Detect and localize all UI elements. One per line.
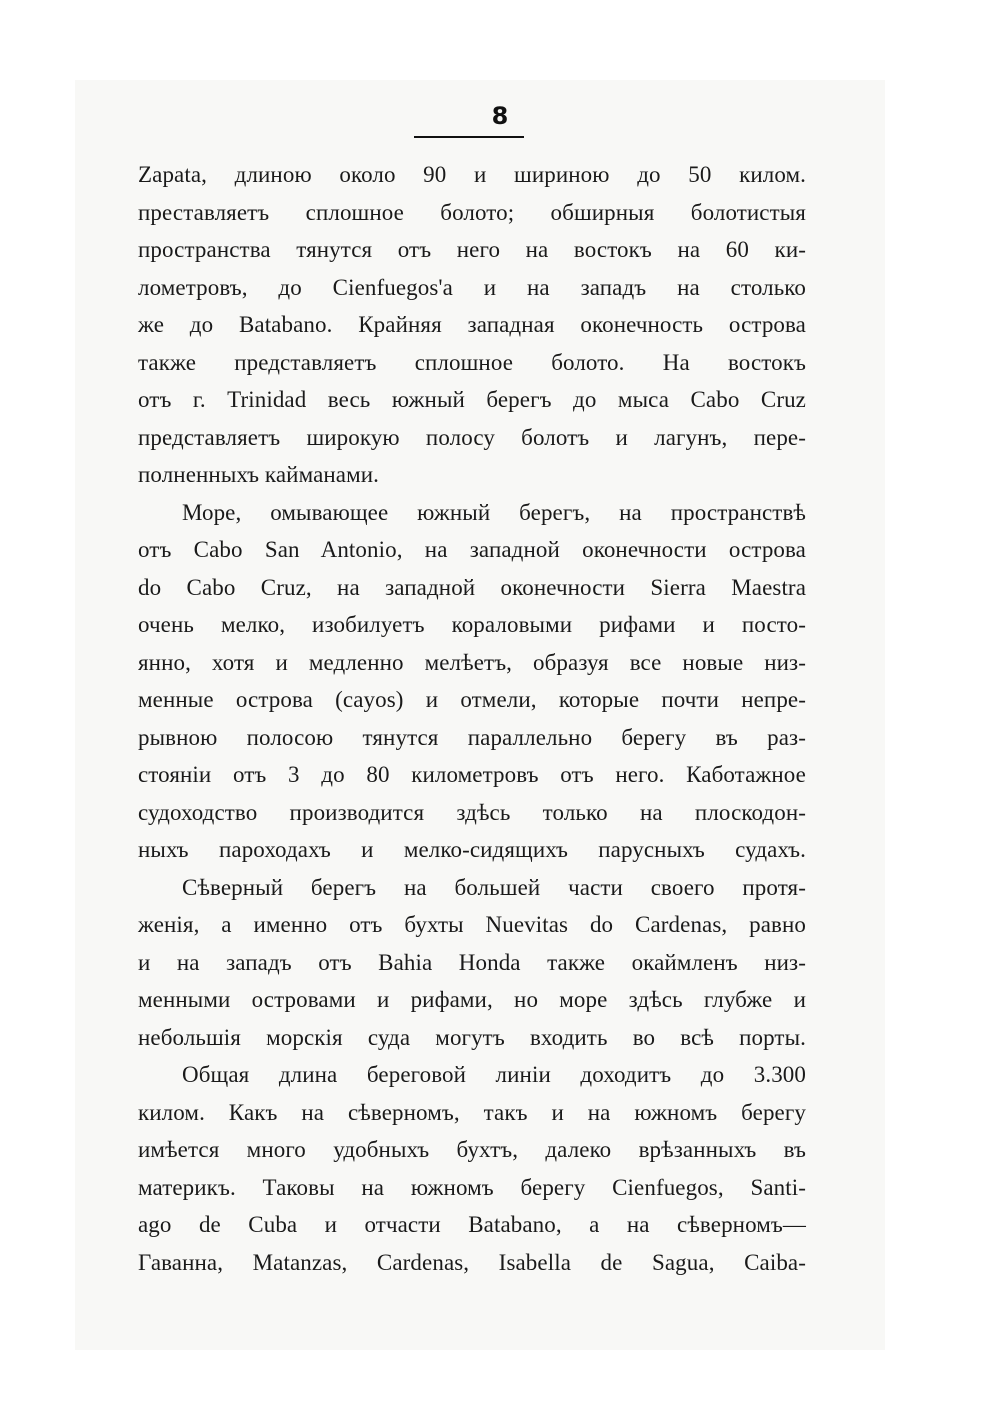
text-line: полненныхъ кайманами. bbox=[138, 462, 380, 487]
text-line: менными островами и рифами, но море здѣсь глубже и bbox=[138, 987, 806, 1012]
body-text bbox=[138, 156, 806, 1281]
text-line: Общая длина береговой линiи доходитъ до 3.300 bbox=[182, 1062, 806, 1087]
text-line: Zapata, длиною около 90 и шириною до 50 килом. bbox=[138, 162, 806, 187]
text-line: менные острова (cayos) и отмели, которые почти непре- bbox=[138, 687, 806, 712]
page-number: 8 bbox=[491, 102, 509, 130]
text-line: рывною полосою тянутся параллельно берегу въ раз- bbox=[138, 724, 806, 750]
text-line: килом. Какъ на сѣверномъ, такъ и на южномъ берегу bbox=[138, 1099, 806, 1125]
text-line: лометровъ, до Cienfuegos'а и на западъ на столько bbox=[138, 274, 806, 300]
text-line: же до Batabano. Крайняя западная оконечность острова bbox=[138, 312, 806, 337]
text-line: янно, хотя и медленно мелѣетъ, образуя все новые низ- bbox=[138, 649, 806, 675]
text-line: также представляетъ сплошное болото. На востокъ bbox=[138, 349, 806, 375]
text-line: отъ г. Trinidad весь южный берегъ до мыса Cabo Cruz bbox=[138, 387, 806, 412]
text-line: женiя, а именно отъ бухты Nuevitas do Cardenas, равно bbox=[138, 912, 806, 937]
text-line: Сѣверный берегъ на большей части своего протя- bbox=[182, 874, 806, 900]
header-rule bbox=[414, 136, 524, 138]
text-line: представляетъ широкую полосу болотъ и лагунъ, пере- bbox=[138, 424, 806, 450]
text-line: материкъ. Таковы на южномъ берегу Cienfuegos, Santi- bbox=[138, 1174, 806, 1200]
text-line: ago de Cuba и отчасти Batabano, а на сѣверномъ— bbox=[138, 1212, 806, 1237]
text-line: Гаванна, Matanzas, Cardenas, Isabella de Sagua, Caiba- bbox=[138, 1249, 806, 1275]
text-line: ныхъ пароходахъ и мелко-сидящихъ парусныхъ судахъ. bbox=[138, 837, 806, 862]
text-line: имѣется много удобныхъ бухтъ, далеко врѣзанныхъ въ bbox=[138, 1137, 806, 1162]
text-line: судоходство производится здѣсь только на плоскодон- bbox=[138, 799, 806, 825]
text-line: do Cabo Cruz, на западной оконечности Sierra Maestra bbox=[138, 574, 806, 600]
text-line: отъ Cabo San Antonio, на западной оконечности острова bbox=[138, 537, 806, 562]
text-line: и на западъ отъ Bahia Honda также окаймленъ низ- bbox=[138, 949, 806, 975]
text-line: пространства тянутся отъ него на востокъ на 60 ки- bbox=[138, 237, 806, 262]
text-line: очень мелко, изобилуетъ кораловыми рифами и посто- bbox=[138, 612, 806, 637]
text-line: преставляетъ сплошное болото; обширныя болотистыя bbox=[138, 199, 806, 225]
text-line: небольшiя морскiя суда могутъ входить во всѣ порты. bbox=[138, 1024, 806, 1050]
text-line: стоянiи отъ 3 до 80 километровъ отъ него. Каботажное bbox=[138, 762, 806, 787]
text-line: Море, омывающее южный берегъ, на пространствѣ bbox=[182, 499, 806, 525]
